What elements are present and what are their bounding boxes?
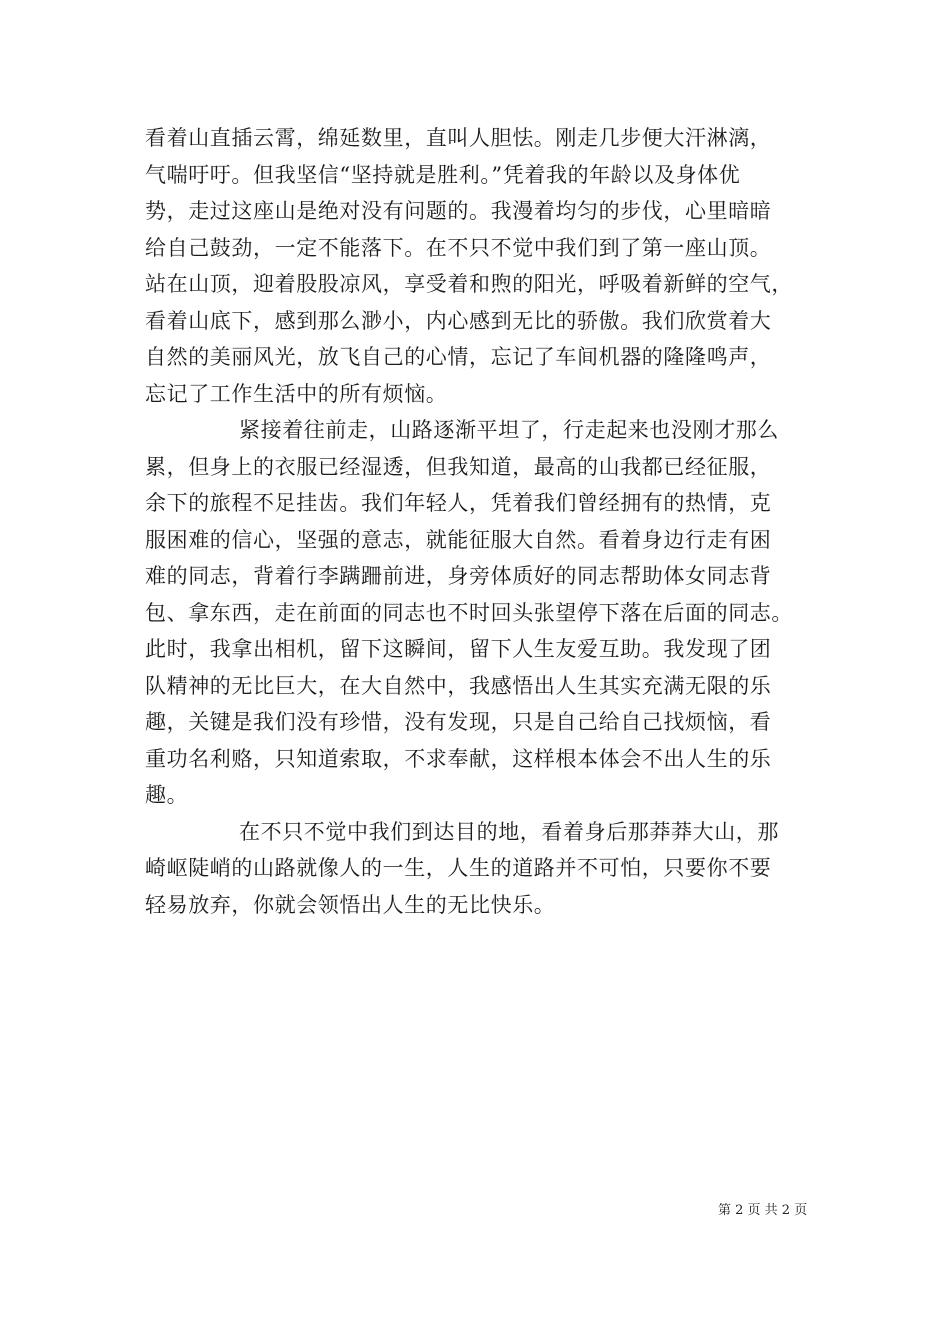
paragraph-start-line: 紧接着往前走，山路逐渐平坦了，行走起来也没刚才那么 bbox=[239, 418, 779, 442]
text-line: 此时，我拿出相机，留下这瞬间，留下人生友爱互助。我发现了团 bbox=[145, 637, 772, 661]
paragraph-start-line: 在不只不觉中我们到达目的地，看着身后那莽莽大山，那 bbox=[239, 819, 779, 844]
text-line: 忘记了工作生活中的所有烦恼。 bbox=[145, 381, 448, 406]
text-line: 难的同志，背着行李蹒跚前进，身旁体质好的同志帮助体女同志背 bbox=[145, 564, 772, 588]
page-number-footer: 第 2 页 共 2 页 bbox=[718, 1203, 808, 1218]
body-text bbox=[145, 120, 835, 923]
text-line: 轻易放弃，你就会领悟出人生的无比快乐。 bbox=[145, 892, 556, 917]
text-line: 看着山底下，感到那么渺小，内心感到无比的骄傲。我们欣赏着大 bbox=[145, 308, 772, 333]
text-line: 站在山顶，迎着股股凉风，享受着和煦的阳光，呼吸着新鲜的空气， bbox=[145, 272, 793, 296]
text-line: 队精神的无比巨大，在大自然中，我感悟出人生其实充满无限的乐 bbox=[145, 673, 772, 698]
text-line: 崎岖陡峭的山路就像人的一生，人生的道路并不可怕，只要你不要 bbox=[145, 856, 772, 880]
text-line: 服困难的信心，坚强的意志，就能征服大自然。看着身边行走有困 bbox=[145, 527, 772, 552]
text-line: 累，但身上的衣服已经湿透，但我知道，最高的山我都已经征服， bbox=[145, 454, 772, 479]
text-line: 给自己鼓劲，一定不能落下。在不只不觉中我们到了第一座山顶。 bbox=[145, 235, 772, 260]
text-line: 看着山直插云霄，绵延数里，直叫人胆怯。刚走几步便大汗淋漓， bbox=[145, 126, 772, 150]
text-line: 势，走过这座山是绝对没有问题的。我漫着均匀的步伐，心里暗暗 bbox=[145, 199, 772, 223]
text-line: 趣，关键是我们没有珍惜，没有发现，只是自己给自己找烦恼，看 bbox=[145, 710, 772, 734]
text-line: 余下的旅程不足挂齿。我们年轻人，凭着我们曾经拥有的热情，克 bbox=[145, 491, 772, 515]
text-line: 包、拿东西，走在前面的同志也不时回头张望停下落在后面的同志。 bbox=[145, 600, 793, 625]
text-line: 趣。 bbox=[145, 783, 189, 807]
text-line: 自然的美丽风光，放飞自己的心情，忘记了车间机器的隆隆鸣声， bbox=[145, 345, 772, 369]
text-line: 重功名利赂，只知道索取，不求奉献，这样根本体会不出人生的乐 bbox=[145, 746, 772, 771]
text-line: 气喘吁吁。但我坚信“坚持就是胜利。”凭着我的年龄以及身体优 bbox=[145, 162, 741, 187]
